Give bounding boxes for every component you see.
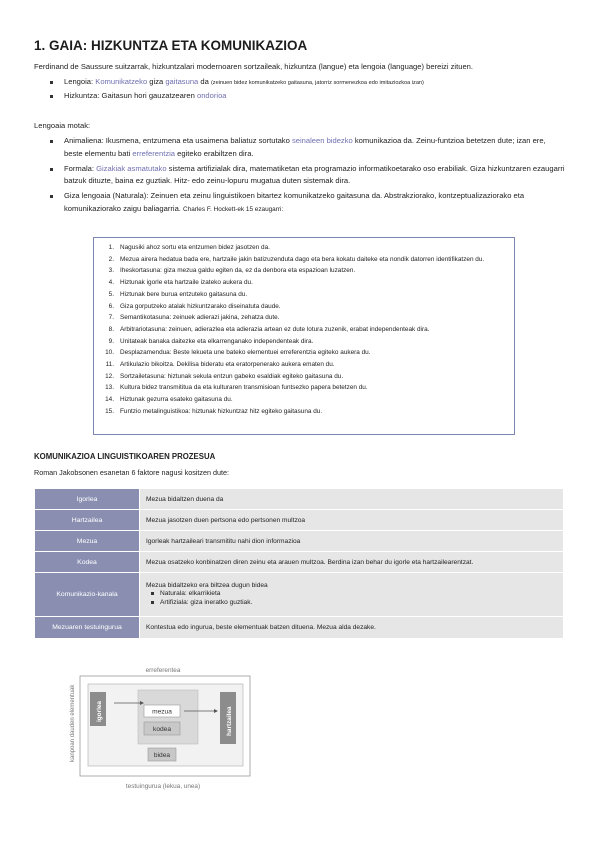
def-label: Hizkuntza: Gaitasun hori gauzatzearen — [64, 90, 197, 100]
list-item: 8. Arbitrariotasuna: zeinuen, adierazlea eta adierazia artean ez dute lotura zuzenik, erabat independenteak dira. — [108, 325, 430, 333]
list-text: Hiztunak igorle eta hartzaile izateko aukera du. — [120, 279, 253, 287]
list-text: Desplazamendua: Beste lekueta une bateko elementuei erreferentzia egiteko aukera du. — [120, 349, 371, 357]
diagram-bidea-label: bidea — [153, 752, 171, 759]
list-text: Giza gorputzeko atalak hizkuntzarako diseinatuta daude. — [120, 302, 281, 310]
type-text: sistema artifizialak dira, matematiketan eta programazio informatikoetarako oso erabiliak. Giza hizkuntzaren ezaugarri batzuk dituzte, baina ez guztiak. Hitz- edo zeinu-lopuru mugatua duten sistemak dira. — [64, 163, 565, 186]
type-animaliena — [50, 135, 566, 161]
def-highlight: gaitasuna — [165, 77, 199, 86]
list-item: 11. Artikulazio bikoitza. Dekilisa bideratu eta eratorpenerako aukera ematen du. — [105, 361, 335, 369]
list-text: Mezua airera hedatua bada ere, hartzaile jakin batizuzenduta dago eta bera kokatu daiteke eta nondik datorren identifikatzen du. — [120, 255, 485, 263]
list-text: Semantikotasuna: zeinuek adierazi jakina, zehatza dute. — [120, 314, 280, 322]
table-row — [35, 531, 564, 552]
list-item: 10. Desplazamendua: Beste lekueta une bateko elementuei erreferentzia egiteko aukera du. — [105, 349, 371, 357]
factor-value: Igorleak hartzaileari transmititu nahi dion informazioa — [140, 531, 564, 552]
factor-value: Mezua osatzeko konbinatzen diren zeinu eta arauen multzoa. Berdina izan behar du igorle eta hartzailearentzat. — [140, 552, 564, 573]
table-row — [35, 552, 564, 573]
def-note: (zeinuen bidez komunikatzeko gaitasuna, jatorriz sormenezkoa edo imitaziozkoa izan) — [210, 80, 424, 86]
factor-value: Mezua bidaltzen duena da — [140, 489, 564, 510]
type-text: egiteko erabiltzen dira. — [175, 148, 254, 158]
type-text: komunikazioa da. Zeinu-funtzioa betetzen dute; izan ere, beste elementu bati — [64, 136, 546, 158]
diagram-side-label: kanpoan dauden elementuak — [70, 684, 76, 762]
factor-key: Mezuaren testuingurua — [35, 617, 140, 639]
factor-key: Komunikazio-kanala — [35, 573, 140, 617]
factor-key: Hartzailea — [35, 510, 140, 531]
page-title: 1. GAIA: HIZKUNTZA ETA KOMUNIKAZIOA — [34, 38, 308, 53]
table-row — [35, 573, 564, 617]
communication-diagram — [60, 664, 260, 792]
def-highlight: Komunikatzeko — [95, 77, 148, 86]
list-text: Sortzailetasuna: hiztunak sekula entzun gabeko esaldiak egiteko gaitasuna du. — [120, 372, 344, 380]
table-row — [35, 489, 564, 510]
list-text: Iheskortasuna: giza mezua galdu egiten da, ez da denbora eta espazioan luzatzen. — [120, 267, 356, 275]
diagram-igorlea-label: igorlea — [96, 701, 103, 722]
list-item: 9. Unitateak banaka daitezke eta elkarrenganako independenteak dira. — [108, 337, 314, 345]
type-highlight: erreferentzia — [132, 148, 176, 158]
hockett-features-box — [93, 237, 515, 435]
list-item: 5. Hiztunak bere burua entzuteko gaitasuna du. — [108, 290, 248, 298]
diagram-frame — [60, 664, 260, 792]
list-text: Unitateak banaka daitezke eta elkarrenganako independenteak dira. — [120, 337, 314, 345]
list-item: 14. Hiztunak gezurra esateko gaitasuna du. — [105, 396, 233, 404]
def-text: da — [198, 77, 211, 86]
definitions-list — [50, 76, 566, 103]
hockett-features-list — [94, 238, 514, 418]
list-text: Hiztunak gezurra esateko gaitasuna du. — [120, 396, 233, 404]
list-item: Naturala: elkarrikieta — [146, 589, 557, 598]
table-row — [35, 510, 564, 531]
list-item: 7. Semantikotasuna: zeinuek adierazi jakina, zehatza dute. — [108, 314, 280, 322]
def-text: giza — [147, 77, 166, 86]
list-item: 6. Giza gorputzeko atalak hizkuntzarako diseinatuta daude. — [108, 302, 281, 310]
list-text: Nagusiki ahoz sortu eta entzumen bidez jasotzen da. — [120, 244, 270, 251]
list-text: Artikulazio bikoitza. Dekilisa bideratu eta eratorpenerako aukera ematen du. — [120, 361, 335, 369]
factor-value: Mezua jasotzen duen pertsona edo pertsonen multzoa — [140, 510, 564, 531]
list-text: Funtzio metalinguistikoa: hiztunak hizkuntzaz hitz egiteko gaitasuna du. — [120, 407, 323, 415]
list-item: 3. Iheskortasuna: giza mezua galdu egiten da, ez da denbora eta espazioan luzatzen. — [108, 267, 356, 275]
factor-value-text: Mezua bidaltzeko era biltzea dugun bidea — [146, 582, 268, 589]
type-text: Giza lengoaia (Naturala): Zeinuen eta zeinu linguistikoen bitartez komunikatzeko gaitasuna da. Abstrakziorako, kontzeptualizaziorako eta komunikaziorako zaigu baliagarria. — [64, 191, 525, 213]
diagram-top-label: erreferentea — [145, 667, 181, 674]
factor-value: Kontestua edo ingurua, beste elementuak batzen dituena. Mezua alda dezake. — [140, 617, 564, 639]
list-item: 4. Hiztunak igorle eta hartzaile izateko aukera du. — [108, 279, 253, 287]
list-item: Artifiziala: giza ineratko guztiak. — [146, 598, 557, 607]
section-title: KOMUNIKAZIOA LINGUISTIKOAREN PROZESUA — [34, 452, 216, 461]
definition-lengoia — [50, 76, 566, 90]
types-list — [50, 135, 566, 217]
type-reference: Charles F. Hockett-ek 15 ezaugarri: — [183, 205, 284, 213]
definition-hizkuntza — [50, 90, 566, 103]
type-formala — [50, 163, 566, 189]
list-item: 2. Mezua airera hedatua bada ere, hartzaile jakin batizuzenduta dago eta bera kokatu daiteke eta nondik datorren identifikatzen du. — [108, 255, 485, 263]
factor-key: Mezua — [35, 531, 140, 552]
factor-key: Igorlea — [35, 489, 140, 510]
list-item: 1. Nagusiki ahoz sortu eta entzumen bidez jasotzen da. — [108, 244, 270, 251]
table-row — [35, 617, 564, 639]
list-text: Kultura bidez transmititua da eta kulturaren transmisioan funtsezko papera betetzen du. — [120, 384, 368, 392]
types-heading: Lengoaia motak: — [34, 121, 91, 130]
list-item: 15. Funtzio metalinguistikoa: hiztunak hizkuntzaz hitz egiteko gaitasuna du. — [105, 407, 323, 415]
intro-paragraph: Ferdinand de Saussure suitzarrak, hizkuntzalari modernoaren sortzaileak, hizkuntza (langue) eta lengoia (language) bereizi zituen. — [34, 62, 473, 71]
list-item: 12. Sortzailetasuna: hiztunak sekula entzun gabeko esaldiak egiteko gaitasuna du. — [105, 372, 344, 380]
diagram-kodea-label: kodea — [153, 726, 171, 733]
def-label: Lengoia: — [64, 77, 96, 86]
factors-table — [34, 488, 564, 639]
list-text: Hiztunak bere burua entzuteko gaitasuna du. — [120, 290, 248, 298]
type-highlight: seinaleen bidezko — [291, 136, 353, 145]
channel-list — [146, 589, 557, 607]
section-intro: Roman Jakobsonen esanetan 6 faktore nagusi kositzen dute: — [34, 468, 229, 477]
diagram-bottom-label: testuingurua (lekua, unea) — [125, 783, 201, 790]
type-giza-lengoaia — [50, 190, 566, 217]
factor-key: Kodea — [35, 552, 140, 573]
def-highlight: ondorioa — [196, 90, 227, 100]
type-highlight: Gizakiak asmatutako — [96, 163, 167, 173]
diagram-hartzailea-label: hartzailea — [226, 706, 233, 736]
type-text: Animaliena: Ikusmena, entzumena eta usaimena baliatuz sortutako — [64, 136, 292, 145]
factor-value — [140, 573, 564, 617]
list-text: Arbitrariotasuna: zeinuen, adierazlea eta adierazia artean ez dute lotura zuzenik, erabat independenteak dira. — [120, 325, 430, 333]
list-item: 13. Kultura bidez transmititua da eta kulturaren transmisioan funtsezko papera betetzen du. — [105, 384, 368, 392]
diagram-mezua-label: mezua — [152, 708, 172, 716]
type-text: Formala: — [64, 163, 97, 173]
